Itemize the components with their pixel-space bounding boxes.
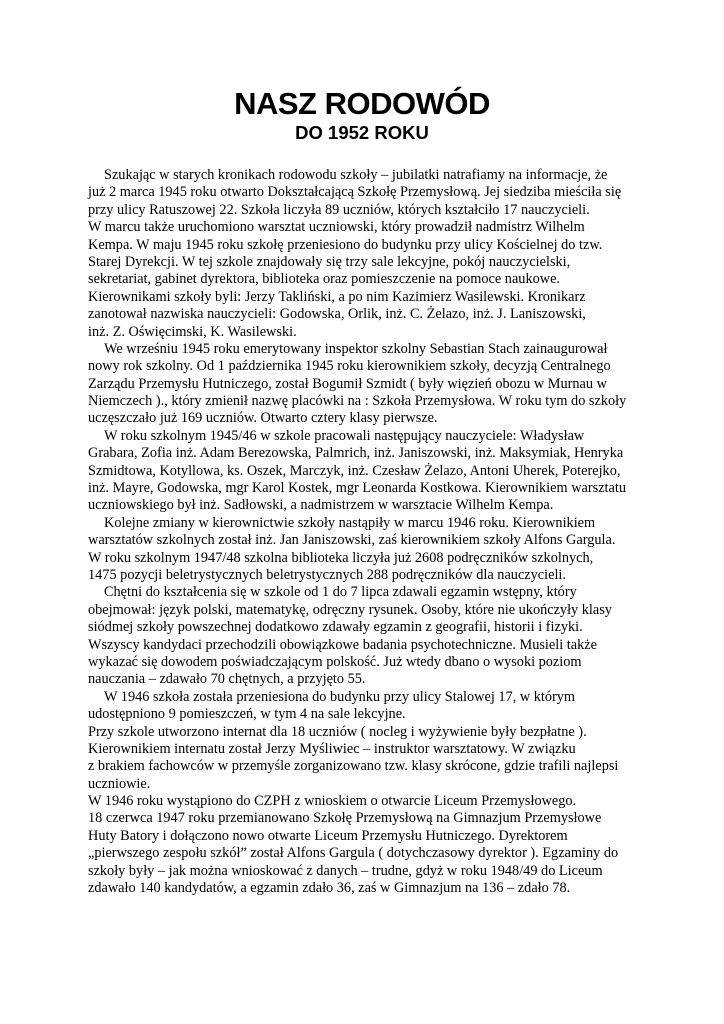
text-line: Starej Dyrekcji. W tej szkole znajdowały się trzy sale lekcyjne, pokój nauczycielski,: [88, 253, 571, 270]
text-line: obejmował: język polski, matematykę, odręczny rysunek. Osoby, które nie ukończyły klasy: [88, 601, 612, 618]
text-line: W 1946 roku wystąpiono do CZPH z wnioskiem o otwarcie Liceum Przemysłowego.: [88, 793, 577, 810]
text-line: siódmej szkoły powszechnej dodatkowo zdawały egzamin z geografii, historii i fizyki.: [88, 619, 583, 636]
text-line: Kierownikiem internatu został Jerzy Myśliwiec – instruktor warsztatowy. W związku: [88, 740, 576, 757]
text-line: 18 czerwca 1947 roku przemianowano Szkołę Przemysłową na Gimnazjum Przemysłowe: [88, 810, 602, 827]
text-line: wykazać się dowodem poświadczającym polskość. Już wtedy dbano o wysoki poziom: [88, 653, 582, 670]
text-line: We wrześniu 1945 roku emerytowany inspektor szkolny Sebastian Stach zainaugurował: [104, 340, 608, 357]
text-line: sekretariat, gabinet dyrektora, biblioteka oraz pomieszczenie na pomoce naukowe.: [88, 271, 560, 288]
text-line: W roku szkolnym 1945/46 w szkole pracowali następujący nauczyciele: Władysław: [104, 427, 585, 444]
text-line: Kempa. W maju 1945 roku szkołę przeniesiono do budynku przy ulicy Kościelnej do tzw.: [88, 236, 603, 253]
text-line: szkoły były – jak można wnioskować z danych – trudne, gdyż w roku 1948/49 do Liceum: [88, 862, 603, 879]
text-line: przy ulicy Ratuszowej 22. Szkoła liczyła 89 uczniów, których kształciło 17 nauczycieli.: [88, 201, 590, 218]
page-title: NASZ RODOWÓD: [234, 86, 490, 121]
text-line: inż. Mayre, Godowska, mgr Karol Kostek, mgr Leonarda Kostkowa. Kierownikiem warsztatu: [88, 480, 626, 497]
text-line: Kolejne zmiany w kierownictwie szkoły nastąpiły w marcu 1946 roku. Kierownikiem: [104, 514, 596, 531]
text-line: 1475 pozycji beletrystycznych beletrystycznych 288 podręczników dla nauczycieli.: [88, 566, 566, 583]
text-line: W marcu także uruchomiono warsztat uczniowski, który prowadził nadmistrz Wilhelm: [88, 219, 585, 236]
text-line: Chętni do kształcenia się w szkole od 1 do 7 lipca zdawali egzamin wstępny, który: [104, 584, 577, 601]
text-line: inż. Z. Oświęcimski, K. Wasilewski.: [88, 323, 297, 340]
text-line: W 1946 szkoła została przeniesiona do budynku przy ulicy Stalowej 17, w którym: [104, 688, 576, 705]
document-body: [88, 167, 648, 897]
text-line: zanotował nazwiska nauczycieli: Godowska, Orlik, inż. C. Żelazo, inż. J. Laniszowski,: [88, 306, 586, 323]
text-line: Szukając w starych kronikach rodowodu szkoły – jubilatki natrafiamy na informacje, że: [104, 167, 608, 183]
text-line: udostępniono 9 pomieszczeń, w tym 4 na sale lekcyjne.: [88, 706, 406, 723]
text-line: Niemczech )., który zmienił nazwę placówki na : Szkoła Przemysłowa. W roku tym do szkoły: [88, 393, 627, 410]
text-line: z brakiem fachowców w przemyśle zorganizowano tzw. klasy skrócone, gdzie trafili najlepsi: [88, 758, 619, 775]
text-line: Szmidtowa, Kotyllowa, ks. Oszek, Marczyk, inż. Czesław Żelazo, Antoni Uherek, Poterejko,: [88, 462, 621, 479]
text-line: Grabara, Zofia inż. Adam Berezowska, Palmrich, inż. Janiszowski, inż. Maksymiak, Henryka: [88, 445, 624, 462]
text-line: uczęszczało już 169 uczniów. Otwarto cztery klasy pierwsze.: [88, 410, 438, 427]
text-line: zdawało 140 kandydatów, a egzamin zdało 36, zaś w Gimnazjum na 136 – zdało 78.: [88, 880, 571, 897]
text-line: Zarządu Przemysłu Hutniczego, został Bogumił Szmidt ( były więzień obozu w Murnau w: [88, 375, 607, 392]
text-line: nauczania – zdawało 70 chętnych, a przyjęto 55.: [88, 671, 366, 688]
text-line: W roku szkolnym 1947/48 szkolna biblioteka liczyła już 2608 podręczników szkolnych,: [88, 549, 594, 566]
text-line: Wszyscy kandydaci przechodzili obowiązkowe badania psychotechniczne. Musieli także: [88, 636, 597, 653]
text-line: nowy rok szkolny. Od 1 października 1945 roku kierownikiem szkoły, decyzją Centralnego: [88, 358, 611, 375]
text-line: już 2 marca 1945 roku otwarto Dokształcającą Szkołę Przemysłową. Jej siedziba mieściła się: [88, 184, 622, 201]
text-line: warsztatów szkolnych został inż. Jan Janiszowski, zaś kierownikiem szkoły Alfons Gargula.: [88, 532, 616, 549]
text-line: Przy szkole utworzono internat dla 18 uczniów ( nocleg i wyżywienie były bezpłatne ).: [88, 723, 587, 740]
page-subtitle: DO 1952 ROKU: [295, 122, 429, 143]
text-line: Huty Batory i dołączono nowo otwarte Liceum Przemysłu Hutniczego. Dyrektorem: [88, 827, 568, 844]
text-line: „pierwszego zespołu szkół” został Alfons Gargula ( dotychczasowy dyrektor ). Egzaminy do: [88, 845, 619, 862]
text-line: uczniowskiego był inż. Sadłowski, a nadmistrzem w warsztacie Wilhelm Kempa.: [88, 497, 554, 514]
text-line: uczniowie.: [88, 775, 151, 792]
text-line: Kierownikami szkoły byli: Jerzy Takliński, a po nim Kazimierz Wasilewski. Kronikarz: [88, 288, 586, 305]
